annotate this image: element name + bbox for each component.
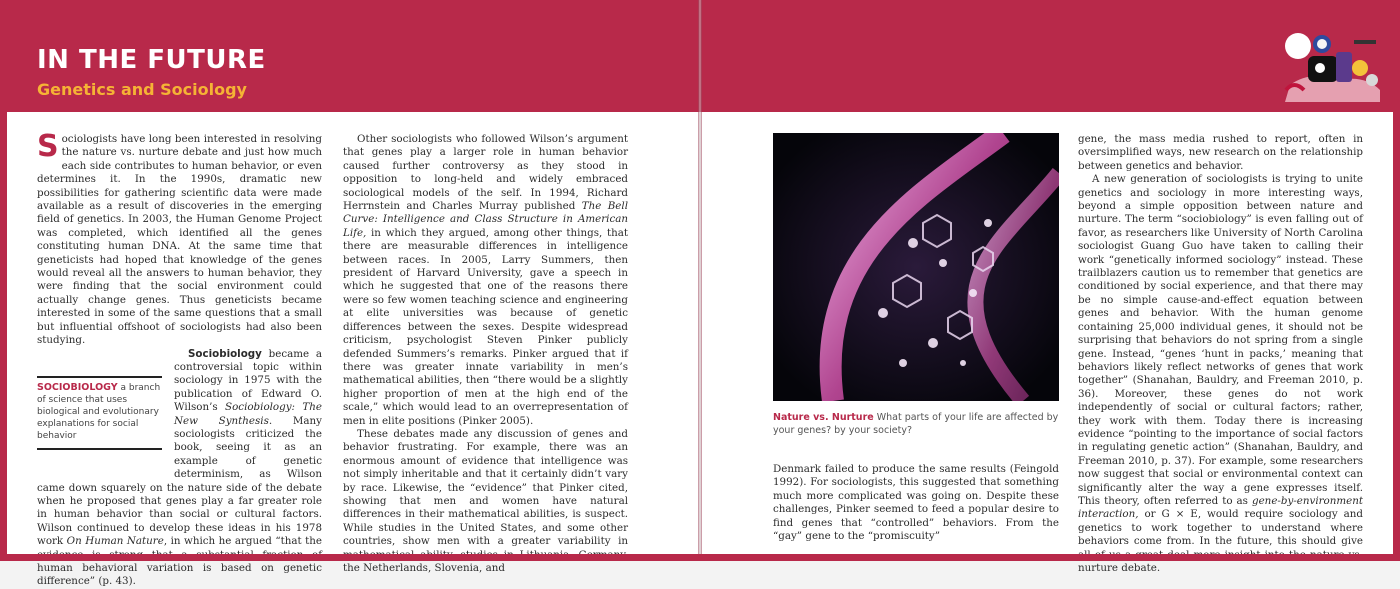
text-segment: or G × E, would require sociology and genetics to work together to understand where behaviors come from. In the future, this should give all of us a great deal more insight into the nature vs. nurture debate. xyxy=(1078,508,1363,574)
intro-text: ociologists have long been interested in resolving the nature vs. nurture debate and just how much each side contributes to human behavior, or even determines it. In the 1990s, dramatic new possibilities for gathering scientific data were made available as a result of discoveries in the emerging field of genetics. In 2003, the Human Genome Project was completed, which identified all the genes constituting human DNA. At the same time that geneticists had hoped that knowledge of the genes would reveal all the answers to human behavior, they were finding that the social environment could actually change genes. Thus geneticists became interested in some of the same questions that a small but influential offshoot of sociologists had also been studying. xyxy=(37,133,322,347)
page-title: IN THE FUTURE xyxy=(37,45,266,75)
paragraph-new-generation xyxy=(1078,173,1363,575)
text-segment: Other sociologists who followed Wilson’s argument that genes play a larger role in human behavior caused further controversy as they stood in opposition to long-held and widely embraced sociological models of the self. In 1994, Richard Herrnstein and Charles Murray published xyxy=(343,133,628,213)
column-3 xyxy=(773,463,1059,543)
definition-sidebar xyxy=(37,376,162,450)
paragraph-wilson-followers xyxy=(343,133,628,428)
column-2 xyxy=(343,133,628,575)
text-segment: became a controversial topic within sociology in 1975 with the publication of Edward O. Wilson’s xyxy=(174,347,322,414)
key-term-gxe: gene-by-environment interaction, xyxy=(1078,494,1363,521)
dna-helix-photo xyxy=(773,133,1059,401)
column-4 xyxy=(1078,133,1363,575)
dna-helix-icon xyxy=(773,133,1059,401)
text-segment: A new generation of sociologists is trying to unite genetics and sociology in more interesting ways, beyond a simple opposition between nature and nurture. The term “sociobiology” is even falling out of favor, as researchers like University of North Carolina sociologist Guang Guo have taken to calling their work “genetically informed sociology” instead. These trailblazers caution us to remember that genetics are conditioned by social experience, and that there may be no simple cause-and-effect equation between genes and behavior. With the human genome containing 25,000 individual genes, it should not be surprising that behaviors do not spring from a single gene. Instead, “genes ‘hunt in packs,’ meaning that behaviors likely reflect networks of genes that work together” (Shanahan, Bauldry, and Freeman 2010, p. 36). Moreover, these genes do not work independently of social or cultural factors; rather, they work with them. Today there is increasing evidence “pointing to the importance of social factors in regulating genetic action” (Shanahan, Bauldry, and Freeman 2010, p. 37). For example, some researchers now suggest that social or environmental context can significantly alter the way a gene expresses itself. This theory, often referred to as xyxy=(1078,173,1363,507)
drop-cap: S xyxy=(37,129,59,164)
page-gutter xyxy=(698,0,702,561)
caption-title: Nature vs. Nurture xyxy=(773,412,874,423)
paragraph-intro xyxy=(37,129,322,348)
page-subtitle: Genetics and Sociology xyxy=(37,80,247,99)
sociology-illustration-icon xyxy=(1280,30,1385,102)
book-title: Sociobiology: The New Synthesis. xyxy=(174,401,322,427)
paragraph-denmark: Denmark failed to produce the same results (Feingold 1992). For sociologists, this suggested that something much more complicated was going on. Despite these challenges, Pinker seemed to feed a popular desire to find genes that “controlled” behaviors. From the “gay” gene to the “promiscuity” xyxy=(773,463,1059,543)
text-segment: , in which he argued “that the evidence is strong that a substantial fraction of human behavioral variation is based on genetic difference” (p. 43). xyxy=(37,535,323,588)
caption-text: What parts of your life are affected by your genes? by your society? xyxy=(773,412,1059,436)
text-segment: Many sociologists criticized the book, seeing it as an example of genetic determinism, as Wilson came down squarely on the nature side of the debate when he proposed that genes play a far greater role in human behavior than social or cultural factors. Wilson continued to develop these ideas in his 1978 work xyxy=(37,414,322,548)
sidebar-definition: a branch of science that uses biological and evolutionary explanations for social behavior xyxy=(37,383,161,441)
key-term-sociobiology: Sociobiology xyxy=(188,347,262,360)
photo-caption xyxy=(773,412,1059,437)
text-segment: in which they argued, among other things, that there are measurable differences in intelligence between races. In 2005, Larry Summers, then president of Harvard University, gave a speech in which he suggested that one of the reasons there were so few women teaching science and engineering at elite universities was because of genetic differences between the sexes. Despite widespread criticism, psychologist Steven Pinker publicly defended Summers’s remarks. Pinker argued that if there was greater innate variability in men’s mathematical abilities, then “there would be a slightly higher proportion of men at the high end of the scale,” which would lead to an overrepresentation of men in elite positions (Pinker 2005). xyxy=(343,226,628,427)
book-title: On Human Nature xyxy=(66,535,164,548)
column-1 xyxy=(37,129,323,589)
sidebar-term: SOCIOBIOLOGY xyxy=(37,382,118,393)
paragraph-debates: These debates made any discussion of genes and behavior frustrating. For example, there was an enormous amount of evidence that intelligence was not simply inheritable and that it certainly didn’t vary by race. Likewise, the “evidence” that Pinker cited, showing that men and women have natural differences in their mathematical abilities, is suspect. While studies in the United States, and some other countries, show men with a greater variability in mathematical ability, studies in Lithuania, Germany, the Netherlands, Slovenia, and xyxy=(343,427,628,574)
paragraph-media: gene, the mass media rushed to report, often in oversimplified ways, new research on the relationship between genetics and behavior. xyxy=(1078,133,1363,172)
book-title: The Bell Curve: Intelligence and Class Structure in American Life, xyxy=(343,200,628,239)
